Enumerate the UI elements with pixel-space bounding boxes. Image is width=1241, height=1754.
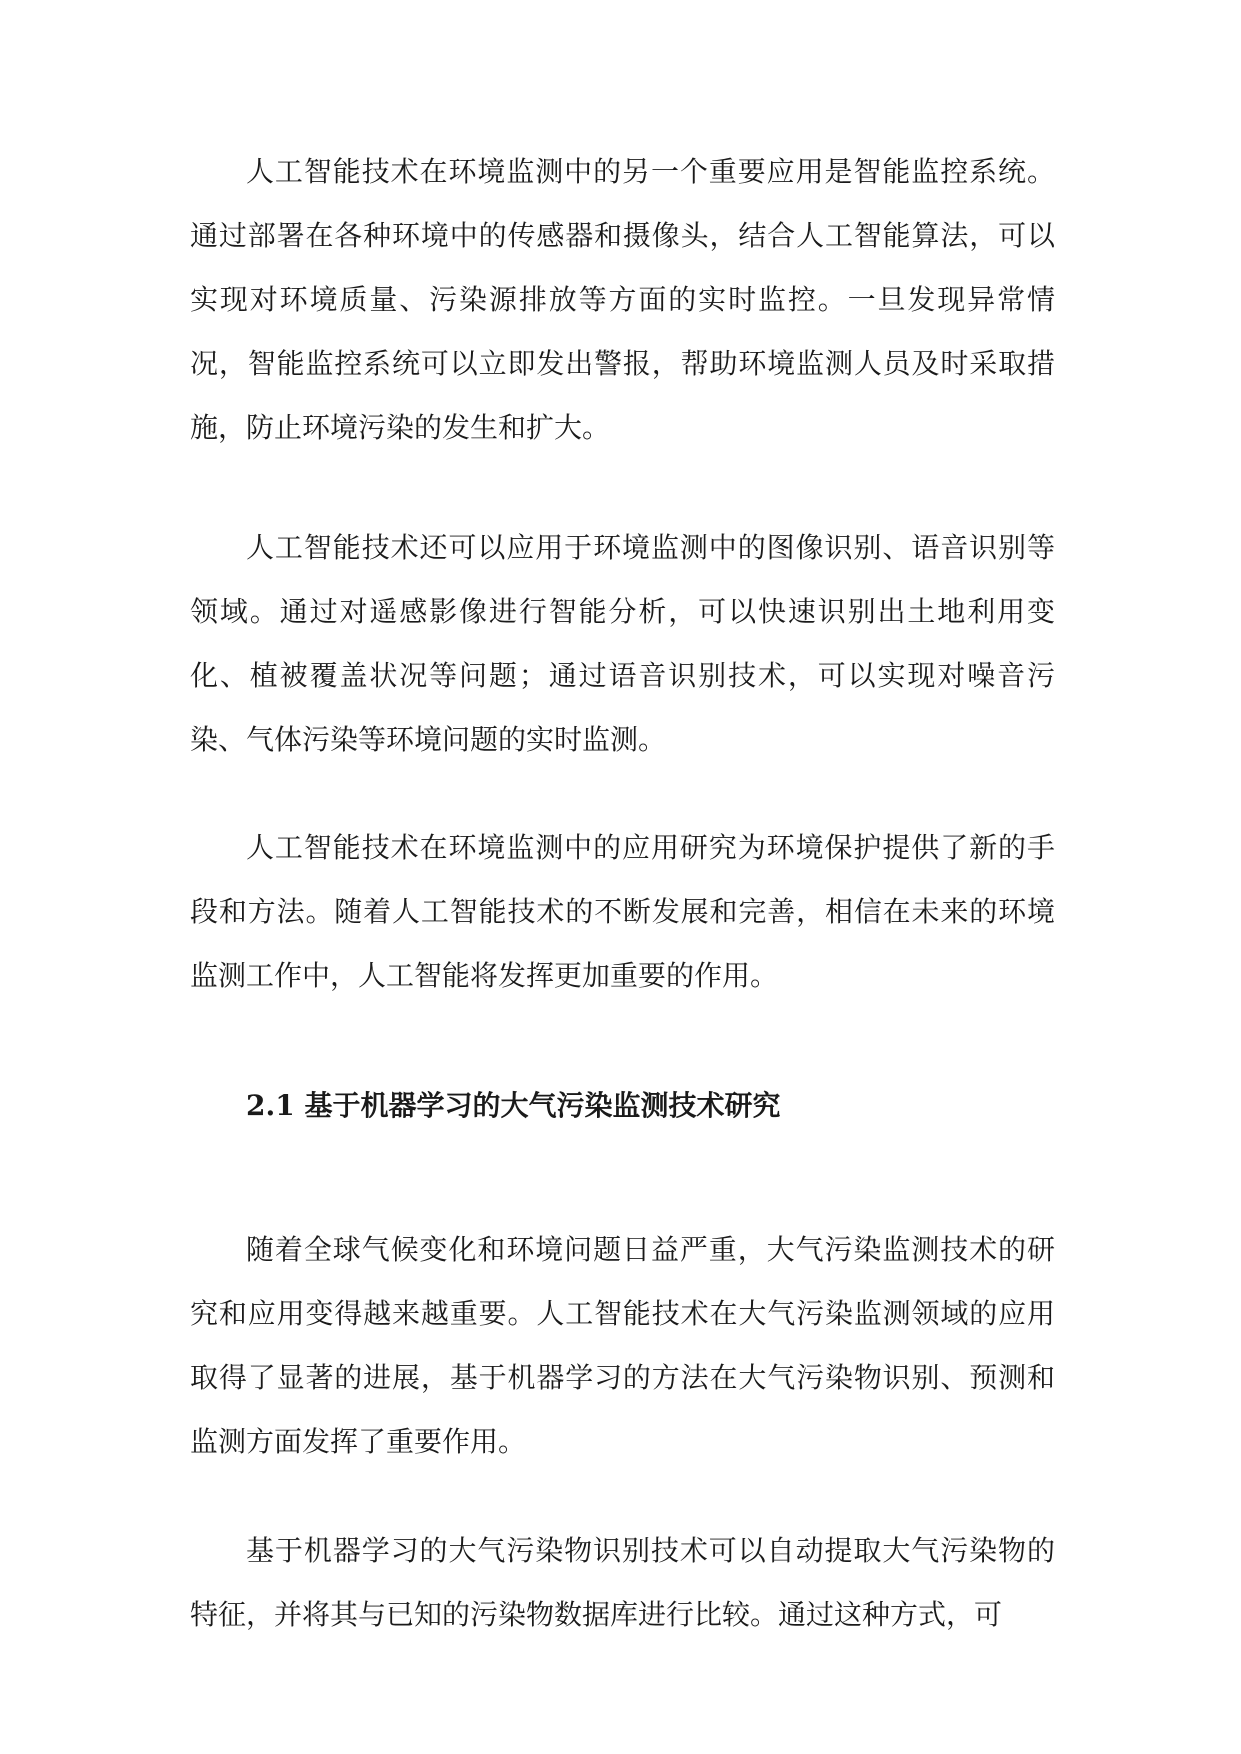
paragraph-pollutant-identification: [190, 1519, 1055, 1647]
paragraph-text: 人工智能技术在环境监测中的应用研究为环境保护提供了新的手段和方法。随着人工智能技术的不断发展和完善，相信在未来的环境监测工作中，人工智能将发挥更加重要的作用。: [190, 831, 1055, 992]
section-heading-block: [190, 1086, 1055, 1126]
paragraph-text: 随着全球气候变化和环境问题日益严重，大气污染监测技术的研究和应用变得越来越重要。人工智能技术在大气污染监测领域的应用取得了显著的进展，基于机器学习的方法在大气污染物识别、预测和监测方面发挥了重要作用。: [190, 1233, 1055, 1458]
paragraph-air-pollution-research: [190, 1218, 1055, 1474]
section-heading: 2.1 基于机器学习的大气污染监测技术研究: [246, 1089, 781, 1122]
paragraph-image-speech-recognition: [190, 516, 1055, 772]
paragraph-smart-monitoring: [190, 140, 1055, 460]
paragraph-text: 人工智能技术在环境监测中的另一个重要应用是智能监控系统。通过部署在各种环境中的传感器和摄像头，结合人工智能算法，可以实现对环境质量、污染源排放等方面的实时监控。一旦发现异常情况，智能监控系统可以立即发出警报，帮助环境监测人员及时采取措施，防止环境污染的发生和扩大。: [190, 155, 1055, 444]
paragraph-text: 人工智能技术还可以应用于环境监测中的图像识别、语音识别等领域。通过对遥感影像进行智能分析，可以快速识别出土地利用变化、植被覆盖状况等问题；通过语音识别技术，可以实现对噪音污染、气体污染等环境问题的实时监测。: [190, 531, 1055, 756]
paragraph-text: 基于机器学习的大气污染物识别技术可以自动提取大气污染物的特征，并将其与已知的污染物数据库进行比较。通过这种方式，可: [190, 1534, 1055, 1631]
paragraph-new-methods: [190, 816, 1055, 1008]
